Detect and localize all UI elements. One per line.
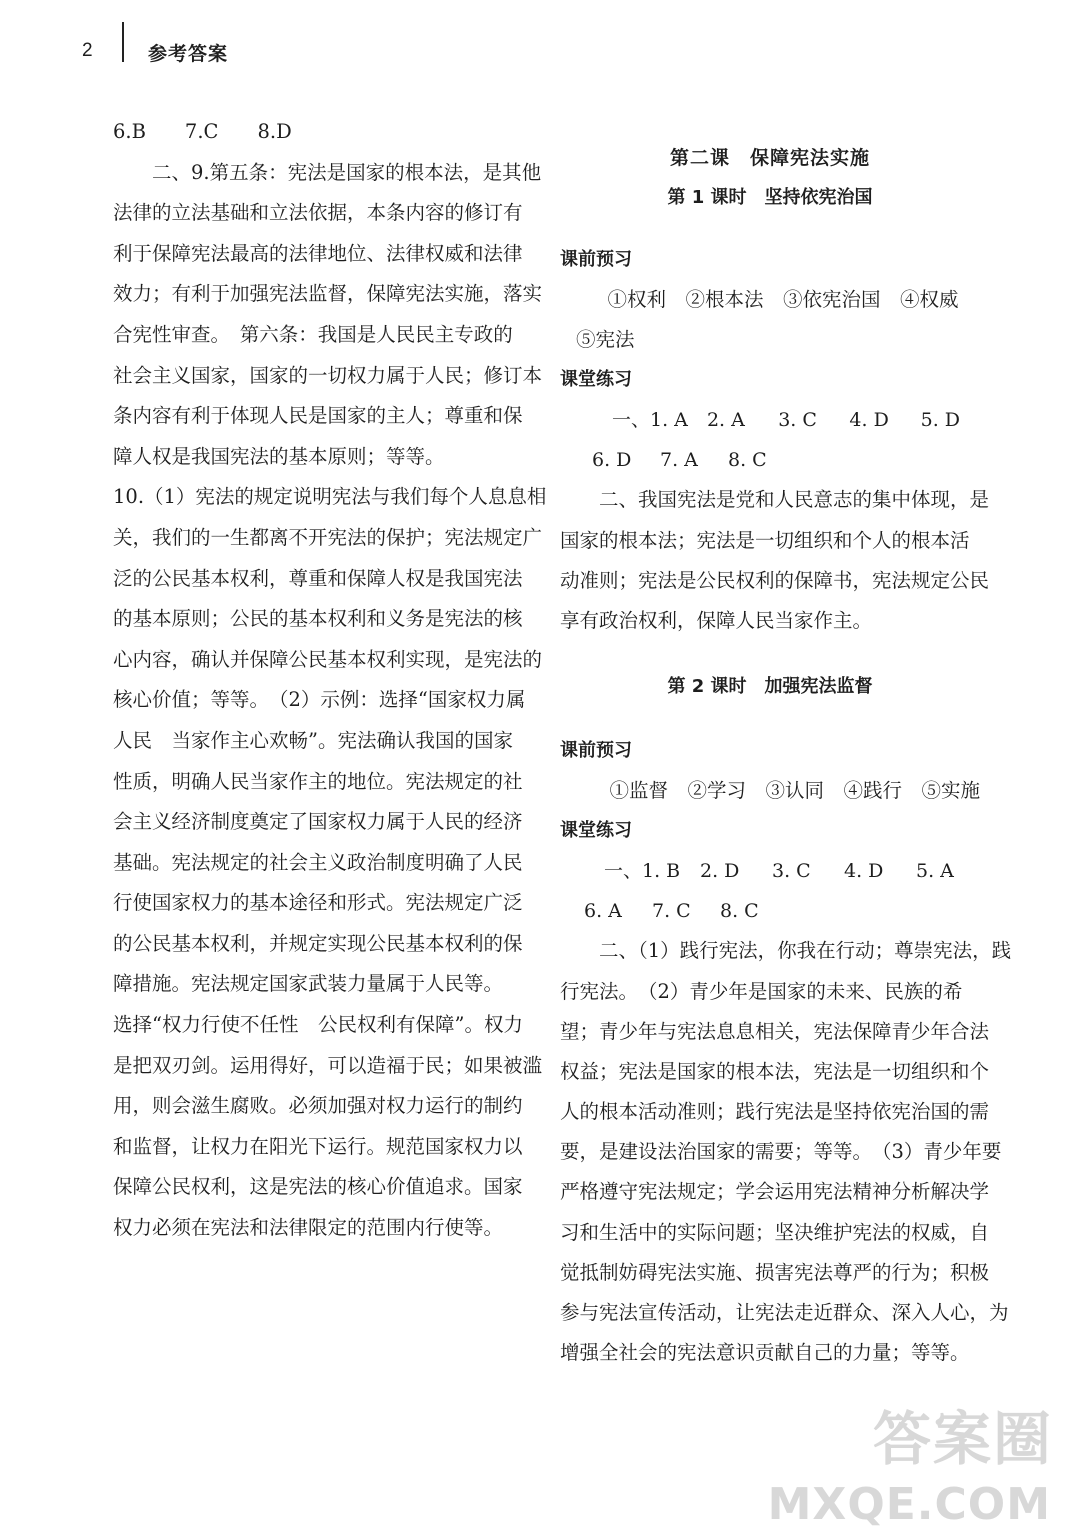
text-line: 要，是建设法治国家的需要；等等。 （3）青少年要 [560, 1140, 1002, 1164]
answer-item: 5. D [920, 409, 961, 432]
answer-item: 4. D [844, 860, 884, 883]
text-line: 国家的根本法；宪法是一切组织和个人的根本活 [560, 528, 970, 552]
preview-answers: ①监督 ②学习 ③认同 ④践行 ⑤实施 [590, 779, 981, 803]
choice-answers-row [560, 851, 980, 891]
text-line: 觉抵制妨碍宪法实施、损害宪法尊严的行为；积极 [560, 1260, 990, 1284]
text-line: 核心价值；等等。 （2）示例：选择“国家权力属 [113, 688, 526, 712]
text-line: 保障公民权利，这是宪法的核心价值追求。国家 [113, 1175, 523, 1199]
watermark-url: MXQE.COM [767, 1479, 1051, 1530]
text-line: 参与宪法宣传活动，让宪法走近群众、深入人心，为 [560, 1301, 1009, 1324]
text-line: 严格遵守宪法规定；学会运用宪法精神分析解决学 [560, 1180, 990, 1204]
text-line: 障措施。宪法规定国家武装力量属于人民等。 [113, 972, 504, 996]
text-line: 用，则会滋生腐败。必须加强对权力运行的制约 [113, 1094, 523, 1118]
answer-item: 6. D [592, 449, 632, 472]
section-preview-label: 课前预习 [560, 249, 632, 270]
page-number: 2 [82, 40, 93, 61]
section-practice-label: 课堂练习 [560, 820, 632, 842]
text-line: 享有政治权利，保障人民当家作主。 [560, 608, 873, 632]
period-2-title: 第 2 课时 加强宪法监督 [667, 676, 873, 698]
header-divider [122, 22, 124, 62]
text-line: 社会主义国家，国家的一切权力属于人民；修订本 [113, 363, 543, 387]
text-line: 的基本原则；公民的基本权利和义务是宪法的核 [113, 607, 523, 631]
text-line: 基础。宪法规定的社会主义政治制度明确了人民 [113, 850, 523, 874]
text-line: 条内容有利于体现人民是国家的主人；尊重和保 [113, 404, 523, 428]
text-line: 二、（1）践行宪法，你我在行动；尊崇宪法，践 [560, 939, 1012, 963]
page-header-title: 参考答案 [148, 43, 229, 65]
answer-item: 2. A [706, 409, 745, 432]
text-line: 心内容，确认并保障公民基本权利实现，是宪法的 [113, 647, 543, 671]
text-line: 6.B 7.C 8.D [113, 120, 292, 143]
text-line: 望；青少年与宪法息息相关，宪法保障青少年合法 [560, 1019, 990, 1043]
answer-item: 8. C [720, 900, 759, 923]
text-line: 动准则；宪法是公民权利的保障书，宪法规定公民 [560, 568, 990, 592]
answer-item: 一、1. B [604, 860, 681, 883]
text-line: 人民 当家作主心欢畅”。宪法确认我国的国家 [113, 728, 513, 752]
text-line: 权力必须在宪法和法律限定的范围内行使等。 [113, 1216, 504, 1240]
text-line: 法律的立法基础和立法依据，本条内容的修订有 [113, 201, 523, 225]
preview-answers: ⑤宪法 [576, 328, 635, 352]
text-line: 权益；宪法是国家的根本法，宪法是一切组织和个 [560, 1059, 990, 1083]
text-line: 和监督，让权力在阳光下运行。规范国家权力以 [113, 1134, 523, 1158]
choice-answers-row [560, 400, 980, 440]
text-line: 会主义经济制度奠定了国家权力属于人民的经济 [113, 810, 523, 834]
answer-item: 7. C [652, 900, 691, 923]
text-line: 关，我们的一生都离不开宪法的保护；宪法规定广 [113, 525, 543, 549]
text-line: 的公民基本权利，并规定实现公民基本权利的保 [113, 931, 523, 955]
answer-item: 一、1. A [612, 409, 688, 432]
text-line: 利于保障宪法最高的法律地位、法律权威和法律 [113, 241, 523, 265]
text-line: 选择“权力行使不任性 公民权利有保障”。权力 [113, 1013, 523, 1037]
text-line: 合宪性审查。 第六条：我国是人民民主专政的 [113, 322, 513, 346]
text-line: 行宪法。 （2）青少年是国家的未来、民族的希 [560, 979, 963, 1003]
answer-item: 7. A [660, 449, 698, 472]
text-line: 是把双刃剑。运用得好，可以造福于民；如果被滥 [113, 1053, 543, 1077]
period-1-title: 第 1 课时 坚持依宪治国 [667, 187, 873, 208]
watermark-logo: 答案圈 [872, 1405, 1053, 1473]
answer-item: 5. A [916, 860, 954, 883]
text-line: 增强全社会的宪法意识贡献自己的力量；等等。 [560, 1341, 970, 1365]
answer-item: 2. D [700, 860, 740, 883]
section-practice-label: 课堂练习 [560, 369, 632, 391]
left-column [113, 112, 547, 1249]
text-line: 习和生活中的实际问题；坚决维护宪法的权威，自 [560, 1220, 990, 1244]
section-preview-label: 课前预习 [560, 740, 632, 762]
text-line: 人的根本活动准则；践行宪法是坚持依宪治国的需 [560, 1100, 990, 1124]
choice-answers-row [560, 440, 980, 480]
text-line: 泛的公民基本权利，尊重和保障人权是我国宪法 [113, 566, 523, 590]
text-line: 性质，明确人民当家作主的地位。宪法规定的社 [113, 769, 523, 793]
text-line: 效力；有利于加强宪法监督，保障宪法实施，落实 [113, 282, 543, 306]
text-line: 二、我国宪法是党和人民意志的集中体现，是 [560, 488, 990, 512]
preview-answers: ①权利 ②根本法 ③依宪治国 ④权威 [588, 288, 959, 311]
answer-item: 8. C [728, 449, 767, 472]
answer-item: 3. C [772, 860, 811, 883]
text-line: 行使国家权力的基本途径和形式。宪法规定广泛 [113, 891, 523, 915]
answer-item: 4. D [849, 409, 889, 432]
text-line: 二、9.第五条：宪法是国家的根本法，是其他 [113, 160, 542, 184]
text-line: 障人权是我国宪法的基本原则；等等。 [113, 444, 445, 468]
answer-item: 6. A [584, 900, 622, 923]
choice-answers-row [560, 891, 980, 931]
lesson-title: 第二课 保障宪法实施 [669, 147, 870, 169]
answer-item: 3. C [778, 409, 817, 432]
right-column [560, 138, 1012, 1373]
text-line: 10.（1）宪法的规定说明宪法与我们每个人息息相 [113, 485, 547, 509]
